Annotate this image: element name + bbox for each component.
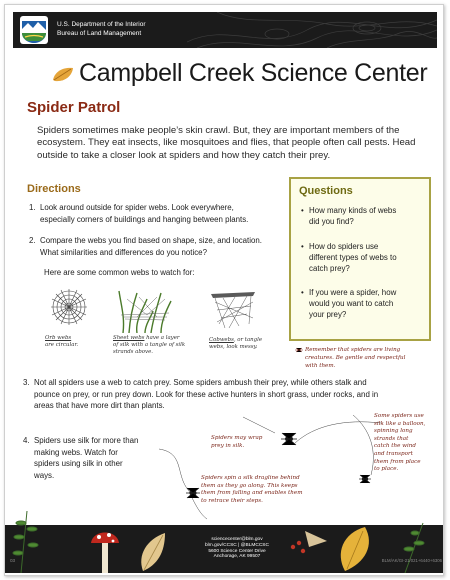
question-item: [301, 287, 425, 323]
step-text-line: pounce on prey, or run prey down. Look for these active hunters in short grass, under rocks, and in: [34, 389, 379, 399]
step-text-line: ways.: [34, 470, 55, 480]
note-line: prey in silk.: [211, 442, 245, 449]
step-text-line: spiders using silk in other: [34, 459, 123, 468]
direction-step-3: [23, 377, 439, 413]
step-text-line: Not all spiders use a web to catch prey. Some spiders ambush their prey, while others stalk and: [34, 378, 367, 387]
bullet-icon: •: [301, 206, 304, 215]
leaf-icon: [51, 66, 75, 84]
berry-plant-icon: [291, 541, 305, 553]
note-line: them from falling and enables them: [201, 490, 303, 497]
footer-band: [5, 525, 444, 573]
remember-line: Remember that spiders are living: [305, 347, 401, 353]
document-code: BLM/AK/GI-21/021+6440+6306: [381, 558, 442, 563]
remember-line: with them.: [305, 363, 336, 369]
note-line: Some spiders use: [374, 413, 424, 419]
web-desc-line: , or tangle: [233, 337, 263, 343]
question-item: [301, 241, 425, 277]
sprig-icon: [404, 523, 424, 573]
sheet-web-caption: [113, 335, 199, 356]
agency-name: [57, 20, 146, 38]
question-line: would you want to catch: [309, 299, 394, 308]
note-line: strands that: [374, 435, 409, 442]
bullet-icon: •: [301, 288, 304, 297]
note-line: to retrace their steps.: [201, 497, 263, 504]
step-text-line: What similarities and differences do you notice?: [40, 247, 207, 257]
cobweb-icon: [209, 288, 257, 330]
page-title: Spider Patrol: [27, 99, 121, 116]
note-line: them from place: [374, 458, 421, 465]
question-line: different types of webs to: [309, 253, 397, 262]
step-text-line: Look around outside for spider webs. Look everywhere,: [40, 203, 234, 212]
contact-email: sciencecenter@blm.gov: [211, 537, 263, 542]
contact-web: blm.gov/CCSC | @BLMCCSC: [205, 542, 269, 548]
step-number: 4.: [23, 436, 30, 445]
header-bar: [13, 12, 437, 48]
web-desc-line: of silk with a tangle of silk: [113, 342, 186, 348]
small-spider-icon: [295, 347, 303, 353]
note-line: them as they go along. This keeps: [201, 482, 298, 489]
note-line: spinning long: [374, 428, 413, 435]
remember-line: creatures. Be gentle and respectful: [305, 355, 406, 361]
web-type-name: Cobwebs: [209, 337, 234, 343]
note-wrap: [211, 435, 271, 450]
note-line: to place.: [374, 466, 399, 473]
step-number: 3.: [23, 378, 30, 387]
center-title: Campbell Creek Science Center: [79, 59, 428, 87]
step-text-line: especially corners of buildings and hanging between plants.: [40, 214, 249, 224]
contact-street: 5600 Science Center Drive: [208, 548, 266, 554]
note-line: silk like a balloon,: [374, 420, 426, 427]
mushroom-icon: [91, 533, 119, 574]
web-desc-line: strands above.: [113, 349, 153, 355]
note-balloon: [374, 413, 438, 474]
spider-icon: [359, 475, 371, 483]
direction-step-1: [29, 202, 291, 226]
leaf-icon: [141, 533, 165, 571]
sheet-web-icon: [117, 287, 173, 333]
step-text-line: areas that have more dirt than plants.: [34, 401, 165, 410]
leaf-icon: [341, 527, 369, 571]
question-item: [301, 205, 425, 229]
note-line: Spiders may wrap: [211, 435, 263, 441]
web-type-name: Orb webs: [45, 335, 72, 341]
worksheet-page: [4, 4, 444, 576]
question-line: your prey?: [309, 310, 347, 319]
directions-heading: Directions: [27, 183, 81, 195]
direction-step-2: [29, 235, 291, 259]
note-dragline: [201, 475, 321, 505]
webs-intro: Here are some common webs to watch for:: [44, 268, 195, 277]
step-number: 1.: [29, 203, 36, 212]
note-line: and transport: [374, 450, 413, 457]
web-type-name: Sheet webs: [113, 335, 145, 341]
agency-line1: U.S. Department of the Interior: [57, 21, 146, 28]
question-line: did you find?: [309, 217, 354, 226]
questions-heading: Questions: [299, 185, 353, 197]
orb-web-caption: [45, 335, 105, 349]
step-number: 2.: [29, 236, 36, 245]
web-desc-line: webs, look messy.: [209, 344, 258, 350]
blm-logo-icon: [19, 15, 49, 45]
question-line: catch prey?: [309, 264, 350, 273]
note-line: Spiders spin a silk dragline behind: [201, 475, 300, 481]
step-text-line: Compare the webs you find based on shape, size, and location.: [40, 236, 262, 245]
web-desc-line: have a layer: [146, 335, 180, 341]
cobweb-caption: [209, 337, 289, 351]
moth-icon: [305, 531, 327, 547]
question-line: If you were a spider, how: [309, 288, 397, 297]
orb-web-icon: [49, 287, 89, 327]
contour-pattern: [187, 12, 437, 48]
intro-paragraph: Spiders sometimes make people’s skin crawl. But, they are important members of the ecosystem. They eat insects, like mosquitoes and flies, that people often call pests. Head outside to take a closer look at spiders and how they catch their prey.: [37, 125, 416, 161]
page-number: 03: [10, 558, 16, 563]
direction-step-4: [23, 435, 173, 483]
contact-city: Anchorage, AK 99507: [213, 554, 261, 560]
note-line: catch the wind: [374, 443, 416, 450]
question-line: How do spiders use: [309, 242, 379, 251]
agency-line2: Bureau of Land Management: [57, 30, 142, 37]
question-line: How many kinds of webs: [309, 206, 397, 215]
spider-icon: [281, 433, 297, 445]
questions-box: [289, 177, 431, 341]
fern-icon: [13, 511, 38, 573]
step-text-line: Spiders use silk for more than: [34, 436, 139, 445]
step-text-line: making webs. Watch for: [34, 447, 118, 457]
bullet-icon: •: [301, 242, 304, 251]
web-desc-line: are circular.: [45, 342, 79, 348]
contact-info: [191, 537, 283, 560]
